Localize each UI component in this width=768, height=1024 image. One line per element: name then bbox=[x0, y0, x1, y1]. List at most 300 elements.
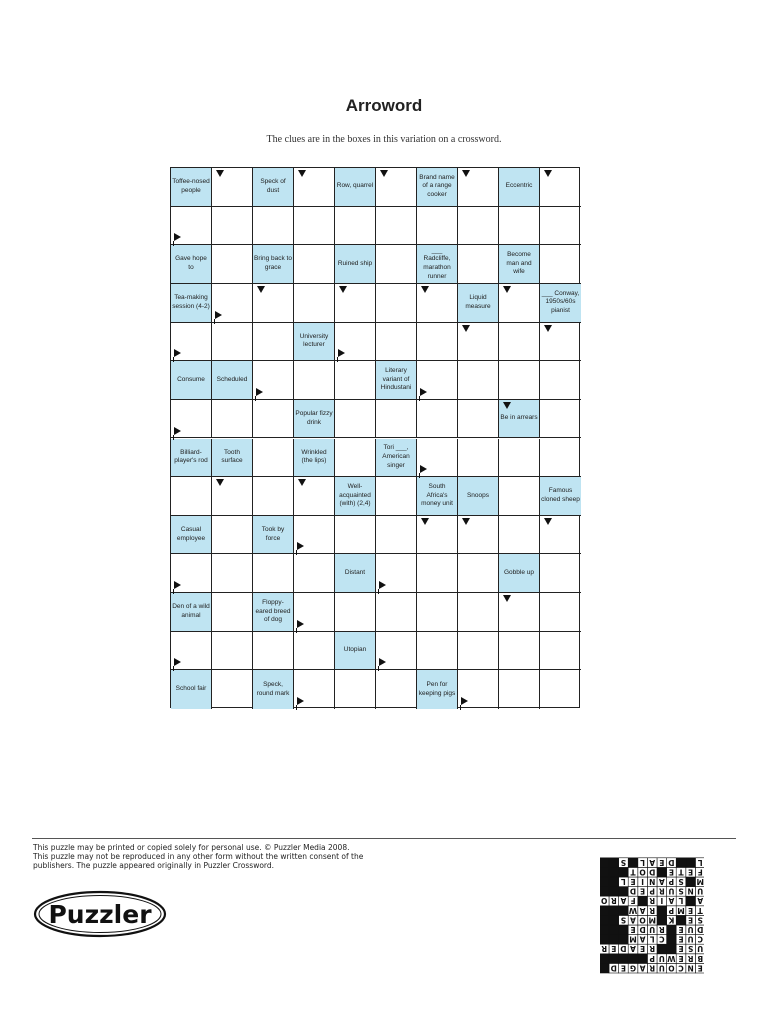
answer-cell[interactable] bbox=[376, 284, 417, 323]
clue-text: Tori ___, American singer bbox=[382, 444, 410, 469]
solution-letter: I bbox=[660, 896, 664, 906]
answer-cell[interactable] bbox=[253, 400, 294, 439]
logo-wordmark: Puzzler bbox=[48, 900, 152, 929]
right-arrow-icon bbox=[297, 697, 304, 705]
solution-letter: S bbox=[697, 915, 703, 925]
answer-cell[interactable] bbox=[253, 632, 294, 671]
clue-text: Brand name of a range cooker bbox=[419, 173, 455, 199]
solution-letter: O bbox=[639, 915, 646, 925]
answer-cell[interactable] bbox=[540, 361, 581, 400]
solution-letter: D bbox=[649, 867, 656, 877]
answer-cell[interactable] bbox=[376, 516, 417, 555]
down-arrow-icon bbox=[421, 286, 429, 293]
answer-cell[interactable] bbox=[212, 207, 253, 246]
answer-cell[interactable] bbox=[335, 439, 376, 478]
right-arrow-icon bbox=[461, 697, 468, 705]
solution-block bbox=[600, 954, 609, 964]
solution-block bbox=[619, 887, 629, 897]
solution-letter: E bbox=[678, 925, 684, 934]
answer-cell[interactable] bbox=[253, 439, 294, 478]
down-arrow-icon bbox=[421, 518, 429, 525]
arrow-tick-icon bbox=[173, 241, 174, 246]
answer-cell[interactable] bbox=[335, 400, 376, 439]
answer-cell[interactable] bbox=[294, 632, 335, 671]
solution-letter: A bbox=[630, 915, 636, 925]
solution-block bbox=[619, 925, 629, 935]
clue-box bbox=[253, 516, 294, 555]
solution-block bbox=[619, 867, 629, 877]
answer-cell[interactable] bbox=[499, 361, 540, 400]
answer-cell[interactable] bbox=[171, 477, 212, 516]
solution-letter: F bbox=[697, 867, 703, 877]
answer-cell[interactable] bbox=[376, 593, 417, 632]
clue-text: Eccentric bbox=[505, 182, 533, 190]
answer-cell[interactable] bbox=[376, 245, 417, 284]
solution-letter: P bbox=[649, 953, 655, 963]
answer-cell[interactable] bbox=[458, 439, 499, 478]
answer-cell[interactable] bbox=[458, 632, 499, 671]
solution-block bbox=[628, 858, 638, 868]
clue-text: ___ Radcliffe, marathon runner bbox=[423, 246, 451, 280]
clue-box bbox=[294, 400, 335, 439]
solution-block bbox=[609, 915, 619, 925]
clue-text: Floppy-eared breed of dog bbox=[255, 598, 291, 624]
answer-cell[interactable] bbox=[540, 400, 581, 439]
solution-letter: R bbox=[658, 886, 665, 896]
clue-text: South Africa's money unit bbox=[421, 482, 453, 508]
clue-box bbox=[294, 439, 335, 478]
solution-block bbox=[600, 906, 609, 916]
clue-text: Toffee-nosed people bbox=[172, 178, 210, 194]
arrow-tick-icon bbox=[419, 473, 420, 478]
arrow-tick-icon bbox=[173, 666, 174, 671]
clue-text: University lecturer bbox=[299, 332, 329, 349]
answer-cell[interactable] bbox=[417, 207, 458, 246]
clue-box bbox=[540, 477, 581, 516]
solution-letter: R bbox=[601, 944, 608, 954]
clue-box bbox=[171, 593, 212, 632]
clue-box bbox=[458, 284, 499, 323]
puzzle-instructions: The clues are in the boxes in this variation on a crossword. bbox=[266, 134, 502, 145]
down-arrow-icon bbox=[544, 518, 552, 525]
solution-letter: S bbox=[620, 915, 627, 925]
clue-text: Gave hope to bbox=[175, 255, 207, 272]
solution-letter: S bbox=[678, 877, 684, 886]
answer-cell[interactable] bbox=[540, 632, 581, 671]
right-arrow-icon bbox=[174, 427, 181, 435]
solution-letter: W bbox=[628, 905, 638, 915]
copyright-line-3: publishers. The puzzle appeared originally in Puzzler Crossword. bbox=[33, 861, 275, 870]
clue-text: Speck, round mark bbox=[256, 680, 290, 697]
answer-cell[interactable] bbox=[294, 245, 335, 284]
down-arrow-icon bbox=[298, 479, 306, 486]
solution-block bbox=[619, 954, 629, 964]
solution-letter: E bbox=[688, 905, 694, 915]
answer-cell[interactable] bbox=[253, 323, 294, 362]
solution-letter: E bbox=[668, 867, 674, 877]
answer-cell[interactable] bbox=[294, 207, 335, 246]
clue-text: Distant bbox=[344, 568, 366, 576]
solution-letter: S bbox=[620, 857, 627, 867]
clue-box bbox=[171, 284, 212, 323]
right-arrow-icon bbox=[256, 388, 263, 396]
arrow-tick-icon bbox=[337, 357, 338, 362]
right-arrow-icon bbox=[174, 658, 181, 666]
down-arrow-icon bbox=[216, 170, 224, 177]
solution-letter: E bbox=[688, 915, 694, 925]
clue-text: Casual employee bbox=[176, 525, 206, 542]
clue-text: ___ Conway, 1950s/60s pianist bbox=[541, 289, 580, 315]
clue-text: Tooth surface bbox=[221, 448, 243, 465]
clue-text: Well-acquainted (with) (2,4) bbox=[339, 482, 371, 508]
solution-block bbox=[638, 896, 648, 906]
solution-letter: D bbox=[610, 963, 617, 973]
solution-letter: C bbox=[659, 934, 665, 944]
clue-box bbox=[499, 168, 540, 207]
solution-block bbox=[600, 887, 609, 897]
solution-letter: O bbox=[639, 867, 646, 877]
clue-box bbox=[335, 554, 376, 593]
solution-letter: P bbox=[668, 905, 675, 915]
clue-text: Ruined ship bbox=[337, 259, 373, 267]
arroword-grid bbox=[170, 167, 580, 708]
answer-cell[interactable] bbox=[212, 400, 253, 439]
answer-cell[interactable] bbox=[499, 477, 540, 516]
solution-block bbox=[667, 944, 677, 954]
clue-text: Gobble up bbox=[504, 568, 534, 576]
answer-cell[interactable] bbox=[376, 400, 417, 439]
solution-block bbox=[600, 915, 609, 925]
answer-cell[interactable] bbox=[294, 361, 335, 400]
answer-cell[interactable] bbox=[417, 323, 458, 362]
clue-text: Be in arrears bbox=[500, 414, 538, 422]
answer-cell[interactable] bbox=[335, 361, 376, 400]
down-arrow-icon bbox=[462, 325, 470, 332]
solution-letter: P bbox=[649, 886, 655, 896]
clue-box bbox=[253, 670, 294, 709]
solution-letter: N bbox=[687, 886, 694, 896]
footer-divider bbox=[32, 838, 736, 839]
solution-block bbox=[657, 915, 667, 925]
right-arrow-icon bbox=[174, 349, 181, 357]
solution-letter: R bbox=[649, 905, 656, 915]
clue-text: Popular fizzy drink bbox=[295, 409, 333, 426]
clue-box bbox=[171, 245, 212, 284]
arrow-tick-icon bbox=[255, 396, 256, 401]
clue-box bbox=[499, 245, 540, 284]
solution-block bbox=[609, 877, 619, 887]
solution-letter: E bbox=[640, 886, 646, 896]
solution-letter: R bbox=[687, 953, 694, 963]
solution-letter: N bbox=[649, 877, 656, 886]
answer-cell[interactable] bbox=[376, 670, 417, 709]
answer-cell[interactable] bbox=[253, 207, 294, 246]
solution-letter: L bbox=[621, 877, 626, 886]
copyright-line-2: This puzzle may not be reproduced in any other form without the written consent of the bbox=[33, 852, 364, 861]
clue-box bbox=[253, 168, 294, 207]
clue-text: Literary variant of Hindustani bbox=[380, 366, 412, 392]
clue-box bbox=[335, 245, 376, 284]
clue-text: Tea-making session (4-2) bbox=[172, 293, 210, 310]
solution-letter: R bbox=[649, 963, 656, 973]
solution-letter: G bbox=[629, 963, 637, 973]
right-arrow-icon bbox=[297, 542, 304, 550]
answer-cell[interactable] bbox=[417, 632, 458, 671]
down-arrow-icon bbox=[544, 325, 552, 332]
solution-letter: I bbox=[641, 877, 644, 886]
answer-cell[interactable] bbox=[540, 554, 581, 593]
solution-letter: R bbox=[610, 896, 617, 906]
solution-block bbox=[628, 954, 638, 964]
right-arrow-icon bbox=[379, 658, 386, 666]
solution-letter: O bbox=[668, 963, 675, 973]
clue-box bbox=[376, 439, 417, 478]
clue-text: Took by force bbox=[261, 525, 285, 542]
clue-box bbox=[212, 361, 253, 400]
clue-text: Scheduled bbox=[216, 375, 248, 383]
clue-box bbox=[253, 593, 294, 632]
answer-cell[interactable] bbox=[376, 323, 417, 362]
solution-letter: A bbox=[639, 905, 646, 915]
solution-letter: P bbox=[668, 877, 675, 886]
answer-cell[interactable] bbox=[335, 670, 376, 709]
solution-letter: O bbox=[601, 896, 608, 906]
arrow-tick-icon bbox=[214, 319, 215, 324]
answer-cell[interactable] bbox=[540, 245, 581, 284]
solution-letter: F bbox=[630, 896, 636, 906]
solution-block bbox=[657, 867, 667, 877]
answer-cell[interactable] bbox=[540, 439, 581, 478]
right-arrow-icon bbox=[379, 581, 386, 589]
solution-letter: T bbox=[630, 867, 636, 877]
solution-letter: A bbox=[658, 877, 665, 886]
down-arrow-icon bbox=[544, 170, 552, 177]
solution-letter: U bbox=[687, 925, 694, 934]
solution-letter: A bbox=[668, 896, 675, 906]
solution-letter: E bbox=[630, 925, 636, 934]
arrow-tick-icon bbox=[296, 628, 297, 633]
solution-block bbox=[676, 858, 686, 868]
solution-block bbox=[638, 954, 648, 964]
clue-box bbox=[171, 670, 212, 709]
clue-box bbox=[335, 477, 376, 516]
solution-letter: E bbox=[630, 877, 636, 886]
arrow-tick-icon bbox=[296, 550, 297, 555]
solution-letter: E bbox=[678, 944, 684, 954]
clue-box bbox=[417, 245, 458, 284]
answer-cell[interactable] bbox=[458, 361, 499, 400]
down-arrow-icon bbox=[380, 170, 388, 177]
solution-block bbox=[600, 935, 609, 945]
solution-letter: B bbox=[697, 953, 704, 963]
clue-text: Consume bbox=[177, 375, 205, 383]
solution-letter: D bbox=[629, 886, 637, 896]
clue-box bbox=[171, 516, 212, 555]
solution-letter: D bbox=[620, 944, 627, 954]
answer-cell[interactable] bbox=[212, 245, 253, 284]
solution-letter: U bbox=[658, 953, 665, 963]
answer-cell[interactable] bbox=[253, 477, 294, 516]
solution-block bbox=[600, 867, 609, 877]
solution-letter: M bbox=[629, 934, 637, 944]
answer-cell[interactable] bbox=[212, 670, 253, 709]
clue-box bbox=[294, 323, 335, 362]
solution-letter: E bbox=[678, 934, 684, 944]
copyright-line-1: This puzzle may be printed or copied solely for personal use. © Puzzler Media 2008. bbox=[33, 843, 350, 852]
answer-cell[interactable] bbox=[499, 516, 540, 555]
solution-block bbox=[657, 906, 667, 916]
solution-letter: E bbox=[678, 953, 684, 963]
clue-text: Billiard-player's rod bbox=[174, 448, 208, 465]
solution-letter: K bbox=[668, 915, 675, 925]
solution-block bbox=[667, 935, 677, 945]
right-arrow-icon bbox=[174, 233, 181, 241]
arrow-tick-icon bbox=[173, 435, 174, 440]
clue-text: Pen for keeping pigs bbox=[418, 680, 456, 697]
solution-letter: U bbox=[697, 944, 704, 954]
solution-block bbox=[609, 867, 619, 877]
down-arrow-icon bbox=[216, 479, 224, 486]
arrow-tick-icon bbox=[419, 396, 420, 401]
clue-text: Bring back to grace bbox=[254, 255, 292, 272]
solution-letter: T bbox=[678, 867, 684, 877]
answer-cell[interactable] bbox=[212, 554, 253, 593]
solution-block bbox=[600, 858, 609, 868]
puzzler-logo bbox=[33, 890, 167, 938]
answer-cell[interactable] bbox=[458, 554, 499, 593]
clue-box bbox=[171, 361, 212, 400]
solution-letter: R bbox=[649, 896, 656, 906]
clue-box bbox=[335, 168, 376, 207]
down-arrow-icon bbox=[462, 170, 470, 177]
down-arrow-icon bbox=[462, 518, 470, 525]
right-arrow-icon bbox=[174, 581, 181, 589]
answer-cell[interactable] bbox=[458, 400, 499, 439]
arrow-tick-icon bbox=[378, 589, 379, 594]
solution-block bbox=[609, 954, 619, 964]
clue-box bbox=[171, 168, 212, 207]
solution-letter: A bbox=[697, 896, 704, 906]
answer-cell[interactable] bbox=[376, 207, 417, 246]
answer-cell[interactable] bbox=[335, 207, 376, 246]
solution-letter: U bbox=[649, 925, 656, 934]
down-arrow-icon bbox=[503, 402, 511, 409]
answer-cell[interactable] bbox=[212, 632, 253, 671]
answer-cell[interactable] bbox=[417, 400, 458, 439]
answer-cell[interactable] bbox=[540, 593, 581, 632]
answer-cell[interactable] bbox=[294, 554, 335, 593]
solution-letter: M bbox=[648, 915, 656, 925]
down-arrow-icon bbox=[503, 286, 511, 293]
solution-block bbox=[686, 877, 696, 887]
clue-box bbox=[335, 632, 376, 671]
answer-cell[interactable] bbox=[540, 670, 581, 709]
solution-letter: C bbox=[697, 934, 703, 944]
solution-block bbox=[686, 896, 696, 906]
clue-text: Snoops bbox=[466, 491, 490, 499]
clue-text: Liquid measure bbox=[465, 293, 491, 310]
clue-box bbox=[212, 439, 253, 478]
solution-letter: U bbox=[697, 886, 704, 896]
answer-cell[interactable] bbox=[294, 284, 335, 323]
solution-letter: E bbox=[620, 963, 626, 973]
clue-box bbox=[171, 439, 212, 478]
clue-box bbox=[499, 554, 540, 593]
arrow-tick-icon bbox=[173, 589, 174, 594]
arrow-tick-icon bbox=[173, 357, 174, 362]
solution-letter: W bbox=[667, 953, 676, 963]
answer-cell[interactable] bbox=[417, 593, 458, 632]
down-arrow-icon bbox=[298, 170, 306, 177]
right-arrow-icon bbox=[420, 388, 427, 396]
solution-letter: A bbox=[630, 944, 636, 954]
solution-block bbox=[609, 906, 619, 916]
clue-text: Famous cloned sheep bbox=[541, 487, 580, 503]
answer-cell[interactable] bbox=[376, 477, 417, 516]
solution-block bbox=[619, 935, 629, 945]
answer-cell[interactable] bbox=[335, 516, 376, 555]
answer-cell[interactable] bbox=[540, 207, 581, 246]
answer-cell[interactable] bbox=[458, 593, 499, 632]
solution-letter: S bbox=[687, 944, 694, 954]
upside-down-solution-grid bbox=[600, 856, 704, 974]
answer-cell[interactable] bbox=[212, 593, 253, 632]
solution-letter: L bbox=[649, 934, 655, 944]
answer-cell[interactable] bbox=[417, 554, 458, 593]
solution-letter: D bbox=[668, 857, 675, 867]
clue-box bbox=[417, 168, 458, 207]
solution-letter: A bbox=[639, 934, 646, 944]
answer-cell[interactable] bbox=[499, 207, 540, 246]
down-arrow-icon bbox=[257, 286, 265, 293]
answer-cell[interactable] bbox=[499, 632, 540, 671]
answer-cell[interactable] bbox=[458, 245, 499, 284]
answer-cell[interactable] bbox=[335, 593, 376, 632]
solution-letter: D bbox=[697, 925, 704, 934]
solution-letter: T bbox=[697, 905, 703, 915]
solution-block bbox=[609, 887, 619, 897]
puzzle-title: Arroword bbox=[345, 96, 423, 115]
copyright-notice bbox=[33, 843, 413, 870]
solution-block bbox=[600, 963, 609, 973]
arrow-tick-icon bbox=[296, 705, 297, 710]
answer-cell[interactable] bbox=[253, 554, 294, 593]
solution-block bbox=[657, 944, 667, 954]
down-arrow-icon bbox=[503, 595, 511, 602]
clue-text: Wrinkled (the lips) bbox=[301, 448, 327, 465]
answer-cell[interactable] bbox=[499, 323, 540, 362]
clue-box bbox=[376, 361, 417, 400]
solution-block bbox=[600, 877, 609, 887]
answer-cell[interactable] bbox=[212, 516, 253, 555]
solution-letter: U bbox=[658, 963, 665, 973]
solution-letter: R bbox=[658, 925, 665, 934]
solution-letter: M bbox=[677, 905, 685, 915]
answer-cell[interactable] bbox=[212, 323, 253, 362]
solution-letter: N bbox=[687, 963, 694, 973]
answer-cell[interactable] bbox=[458, 207, 499, 246]
answer-cell[interactable] bbox=[499, 670, 540, 709]
clue-box bbox=[417, 670, 458, 709]
solution-letter: A bbox=[649, 857, 656, 867]
answer-cell[interactable] bbox=[499, 439, 540, 478]
right-arrow-icon bbox=[420, 465, 427, 473]
clue-text: Row, quarrel bbox=[336, 182, 374, 190]
solution-block bbox=[667, 925, 677, 935]
clue-text: Speck of dust bbox=[260, 178, 286, 194]
solution-block bbox=[686, 858, 696, 868]
solution-block bbox=[609, 858, 619, 868]
